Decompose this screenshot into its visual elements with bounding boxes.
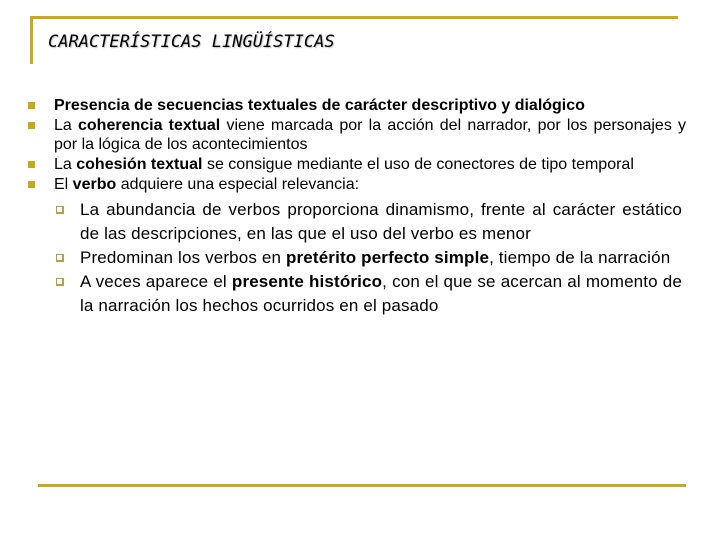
hollow-square-bullet-icon — [56, 254, 63, 261]
sub-bullet-item: La abundancia de verbos proporciona dinamismo, frente al carácter estático de las descripciones, en las que el uso del verbo es menor — [80, 198, 682, 246]
sub-bullet-item: A veces aparece el presente histórico, con el que se acercan al momento de la narración los hechos ocurridos en el pasado — [80, 270, 682, 318]
bullet-item: La coherencia textual viene marcada por la acción del narrador, por los personajes y por la lógica de los acontecimientos — [54, 116, 686, 154]
bottom-divider — [38, 484, 686, 487]
title-border-left — [30, 16, 33, 64]
square-bullet-icon — [28, 161, 35, 168]
bullet-item: El verbo adquiere una especial relevancia: — [54, 175, 686, 194]
bullet-item: La cohesión textual se consigue mediante el uso de conectores de tipo temporal — [54, 155, 686, 174]
bullet-item: Presencia de secuencias textuales de carácter descriptivo y dialógico — [54, 96, 686, 115]
hollow-square-bullet-icon — [56, 278, 63, 285]
square-bullet-icon — [28, 102, 35, 109]
hollow-square-bullet-icon — [56, 206, 63, 213]
square-bullet-icon — [28, 181, 35, 188]
slide-content — [0, 96, 720, 318]
slide-title: CARACTERÍSTICAS LINGÜÍSTICAS — [48, 32, 335, 52]
sub-bullet-item: Predominan los verbos en pretérito perfecto simple, tiempo de la narración — [80, 246, 682, 270]
title-border-top — [30, 16, 678, 19]
square-bullet-icon — [28, 122, 35, 129]
